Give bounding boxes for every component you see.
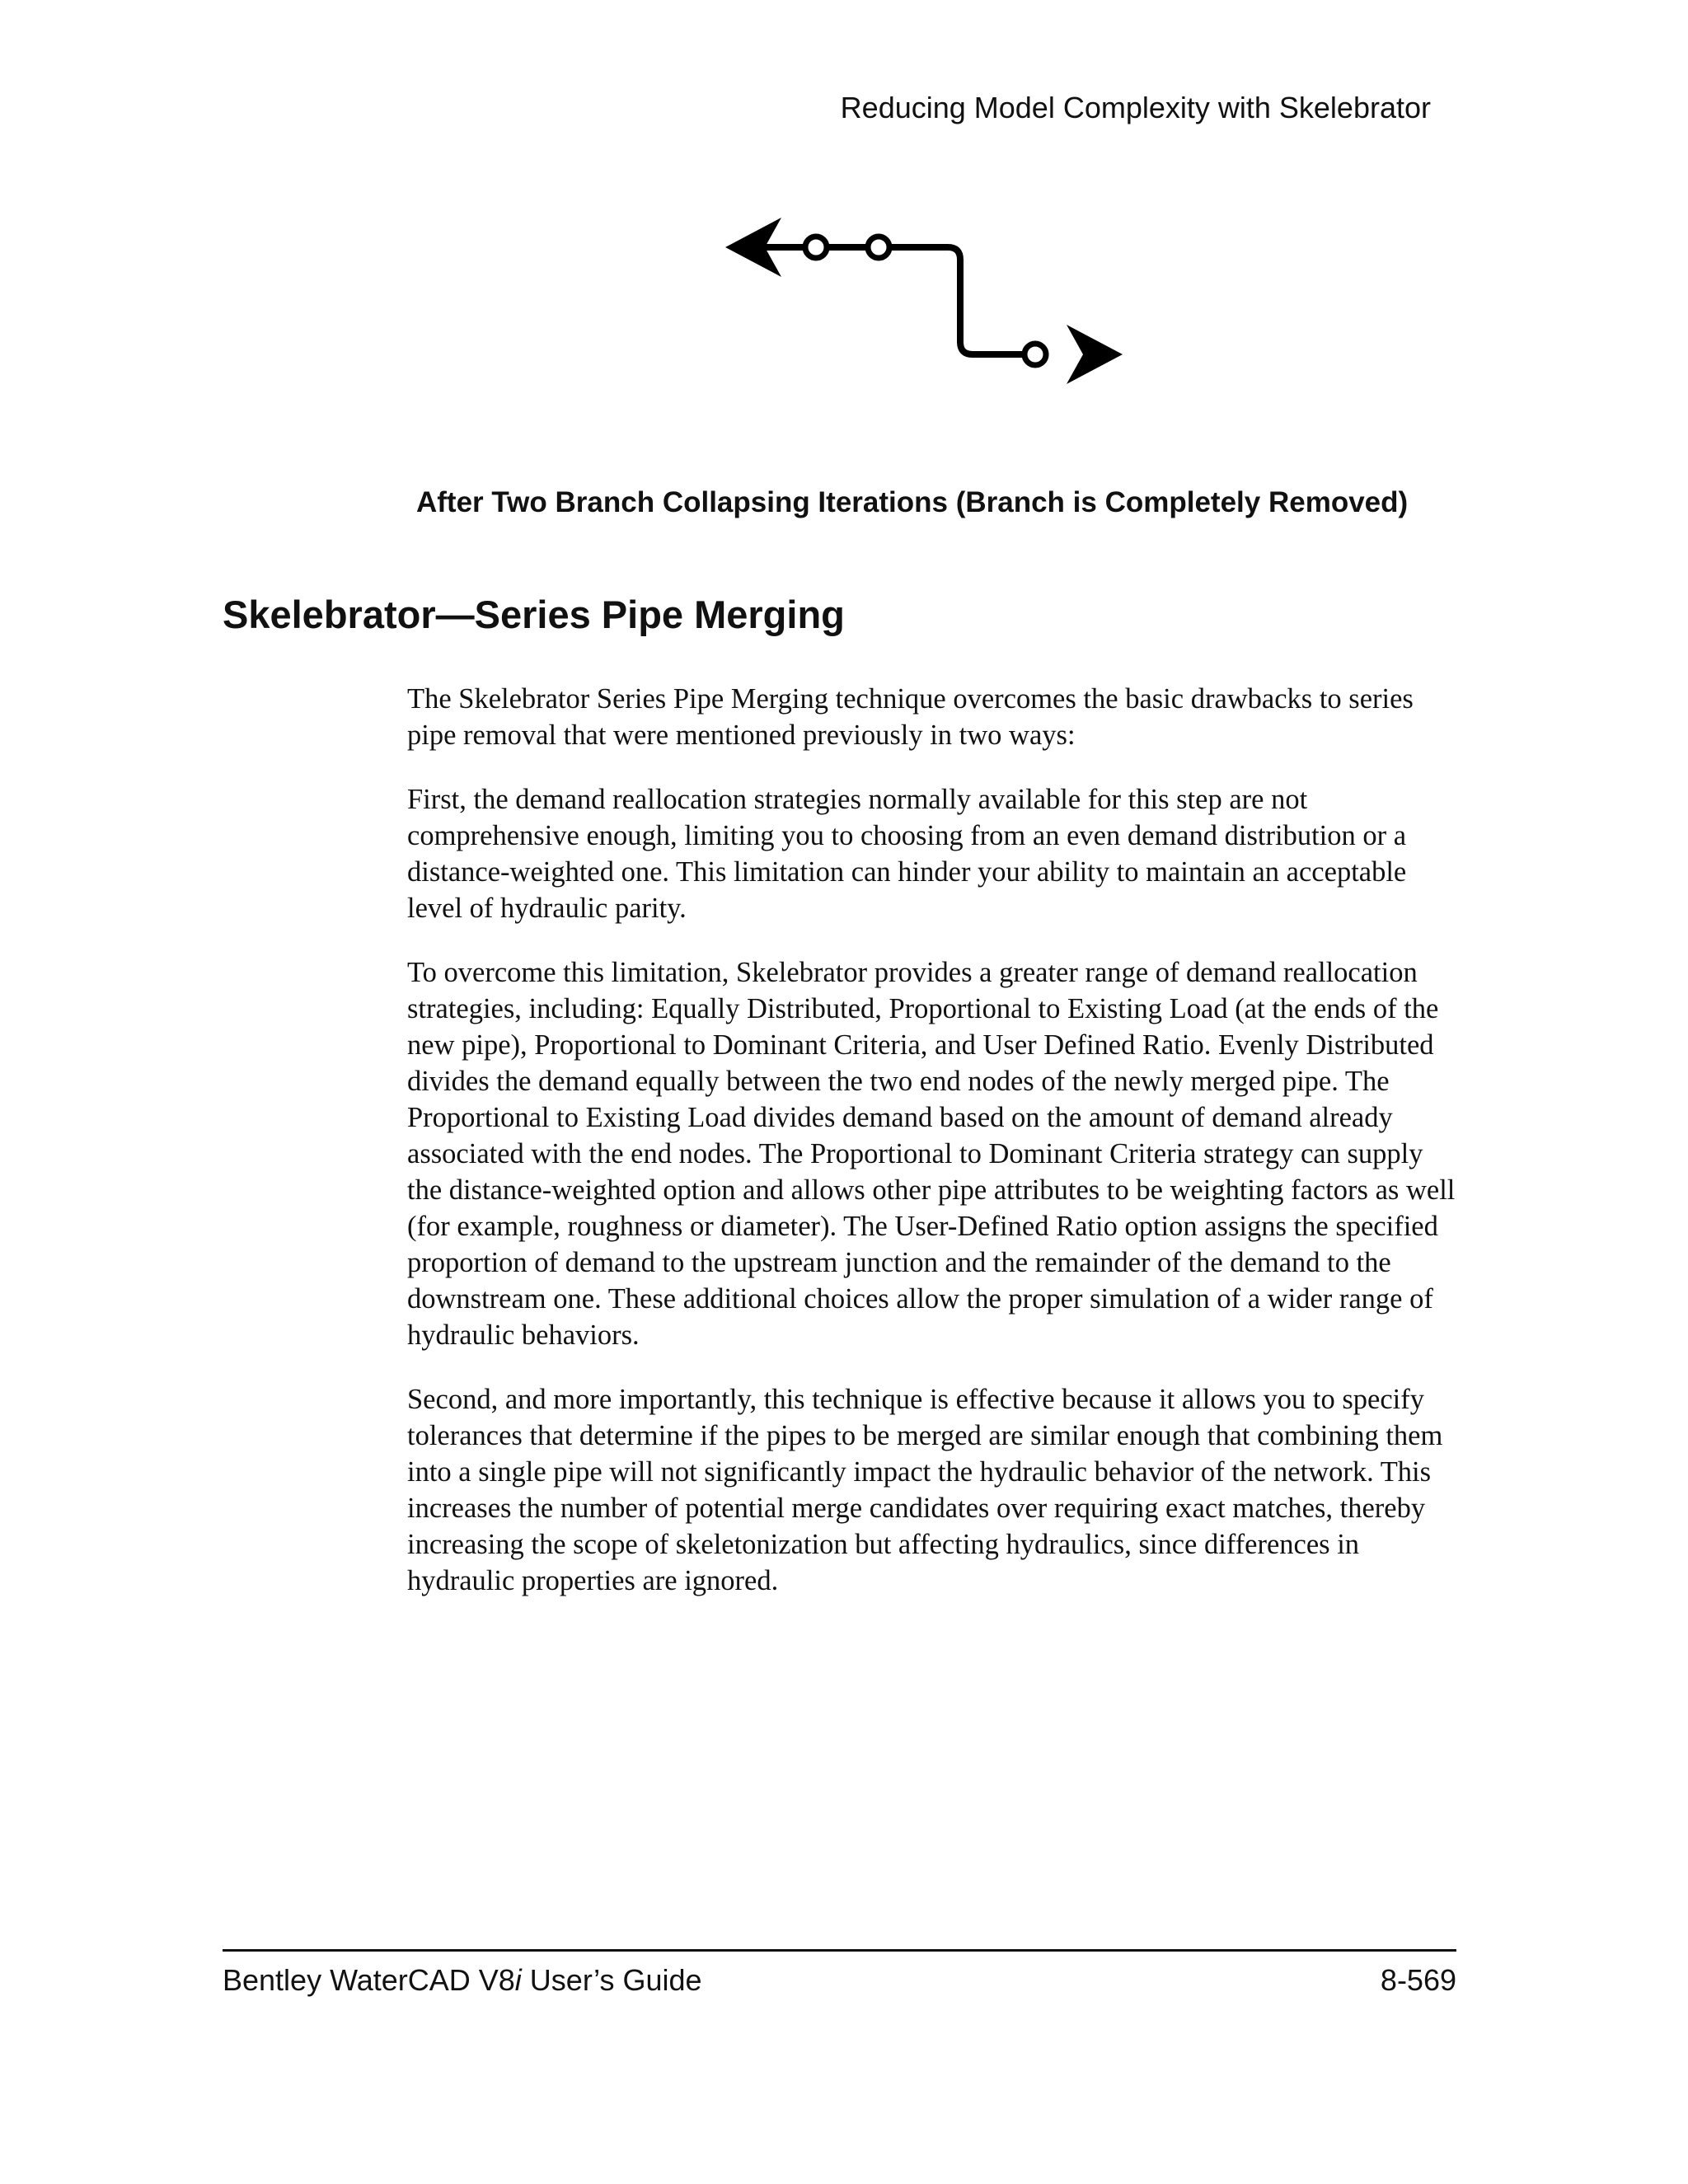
footer-book-title: Bentley WaterCAD V8i User’s Guide <box>223 1963 702 1997</box>
footer-divider <box>223 1949 1456 1952</box>
junction-node-icon <box>1025 344 1046 365</box>
paragraph: To overcome this limitation, Skelebrator provides a greater range of demand reallocation strategies, including: Equally Distributed, Proportional to Existing Load (at the ends of the new pipe), Proportional to Dominant Criteria, and User Defined Ratio. Evenly Distributed divides the demand equally between the two end nodes of the newly merged pipe. The Proportional to Existing Load divides demand based on the amount of demand already associated with the end nodes. The Proportional to Dominant Criteria strategy can supply the distance-weighted option and allows other pipe attributes to be weighting factors as well (for example, roughness or diameter). The User-Defined Ratio option assigns the specified proportion of demand to the upstream junction and the remainder of the demand to the downstream one. These additional choices allow the proper simulation of a wider range of hydraulic behaviors. <box>407 957 1456 1351</box>
section-title: Skelebrator—Series Pipe Merging <box>223 593 845 636</box>
junction-node-icon <box>805 237 827 258</box>
figure-caption: After Two Branch Collapsing Iterations (Branch is Completely Removed) <box>416 486 1409 518</box>
paragraph: Second, and more importantly, this technique is effective because it allows you to specify tolerances that determine if the pipes to be merged are similar enough that combining them into a single pipe will not significantly impact the hydraulic behavior of the network. This increases the number of potential merge candidates over requiring exact matches, thereby increasing the scope of skeletonization but affecting hydraulics, since differences in hydraulic properties are ignored. <box>407 1384 1443 1596</box>
pipe-network-figure <box>717 206 1146 470</box>
running-header: Reducing Model Complexity with Skelebrator <box>840 91 1431 124</box>
junction-node-icon <box>868 237 889 258</box>
merged-pipe-line <box>758 247 1047 354</box>
paragraph: The Skelebrator Series Pipe Merging technique overcomes the basic drawbacks to series pipe removal that were mentioned previously in two ways: <box>407 683 1414 751</box>
page-number: 8-569 <box>1380 1963 1456 1997</box>
right-arrowhead-icon <box>1067 325 1123 384</box>
body-text <box>407 681 1456 1627</box>
paragraph: First, the demand reallocation strategies normally available for this step are not comprehensive enough, limiting you to choosing from an even demand distribution or a distance-weighted one. This limitation can hinder your ability to maintain an acceptable level of hydraulic parity. <box>407 784 1407 924</box>
